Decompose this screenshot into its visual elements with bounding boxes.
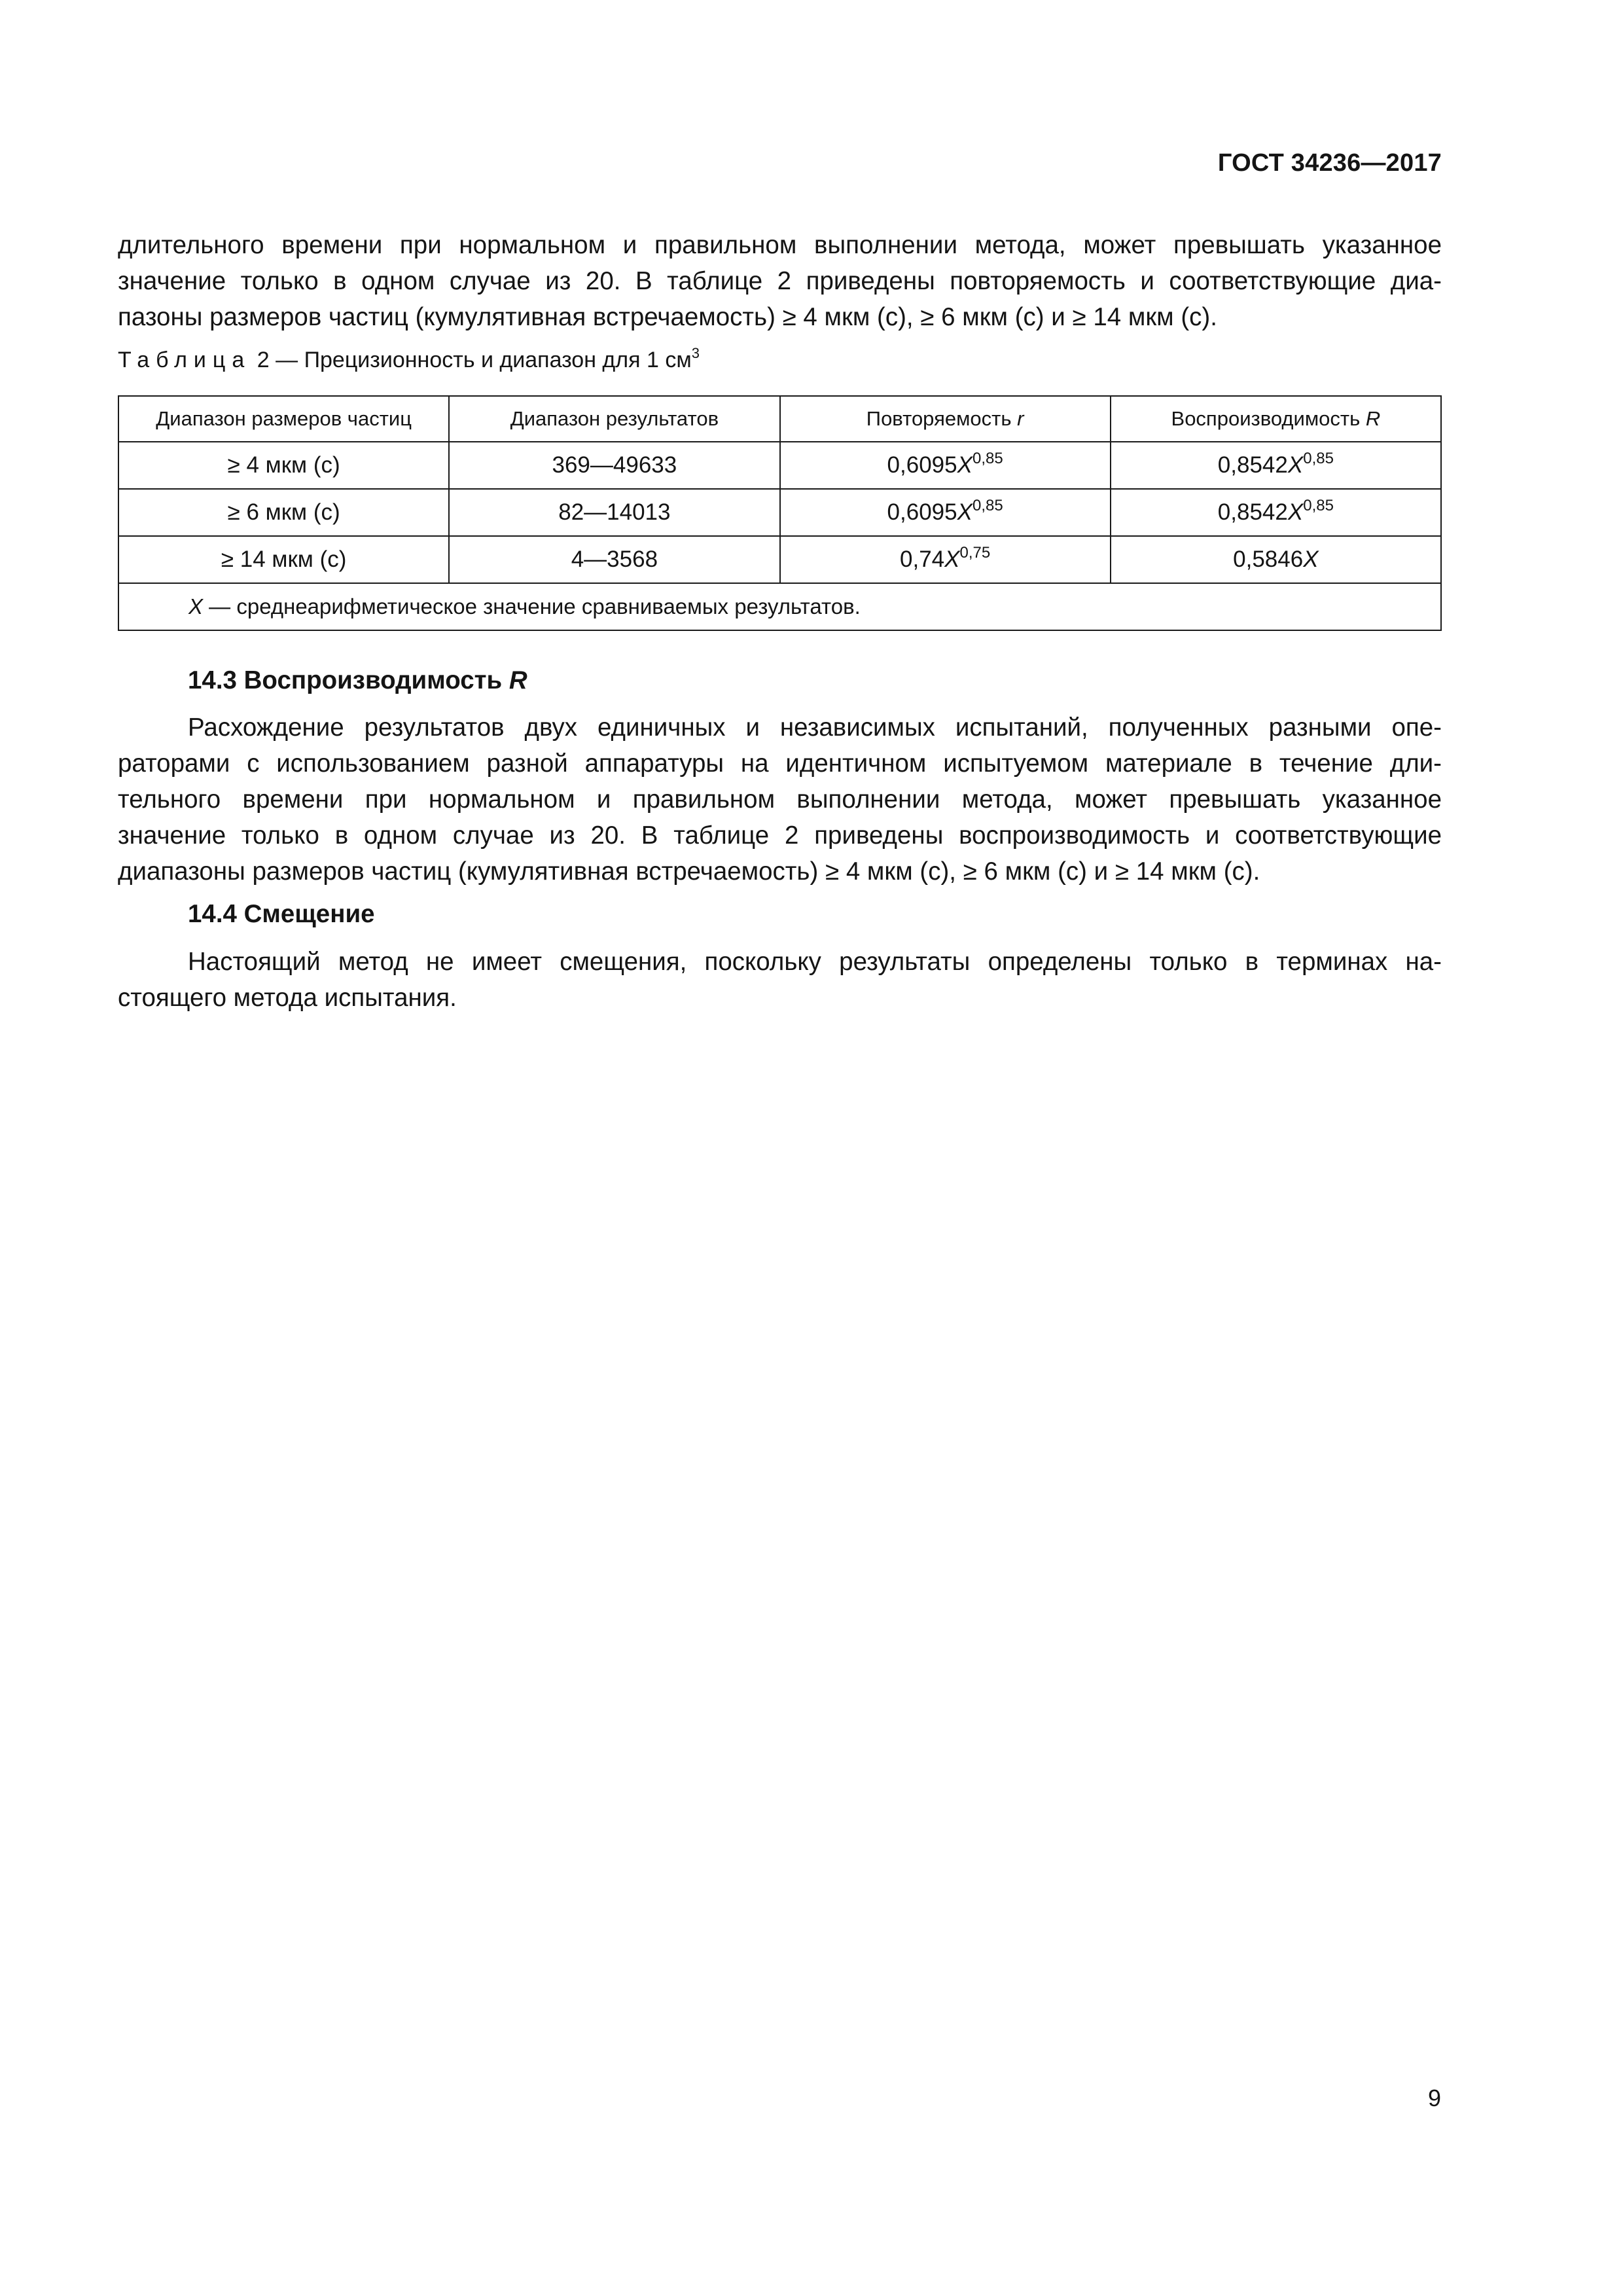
cell-particle-size: ≥ 4 мкм (c) [118, 442, 449, 489]
cell-repeatability [780, 489, 1111, 536]
precision-table [118, 395, 1442, 631]
paragraph-line: значение только в одном случае из 20. В таблице 2 приведены воспроизводимость и соответствующие [118, 821, 1442, 850]
cell-repeatability [780, 536, 1111, 583]
section-14-3-paragraph [118, 709, 1442, 889]
table-note [118, 583, 1441, 630]
coefficient: 0,5846 [1233, 547, 1304, 572]
coefficient: 0,8542 [1217, 499, 1288, 525]
table-row [118, 536, 1441, 583]
cell-result-range: 369—49633 [449, 442, 779, 489]
variable: X [1287, 499, 1304, 525]
paragraph-line: тельного времени при нормальном и правильном выполнении метода, может превышать указанное [118, 785, 1442, 814]
table-header-row [118, 396, 1441, 442]
table-row [118, 489, 1441, 536]
exponent: 0,85 [1303, 450, 1334, 467]
cell-reproducibility [1111, 489, 1441, 536]
section-heading-14-4: 14.4 Смещение [188, 900, 375, 928]
standard-code: ГОСТ 34236—2017 [1217, 149, 1442, 177]
table-note-row [118, 583, 1441, 630]
coefficient: 0,8542 [1217, 452, 1288, 478]
paragraph-line: Расхождение результатов двух единичных и независимых испытаний, полученных разными опе- [188, 713, 1442, 742]
header-repeatability-symbol: r [1017, 407, 1024, 430]
table-caption-superscript: 3 [691, 345, 700, 361]
paragraph-line: раторами с использованием разной аппаратуры на идентичном испытуемом материале в течение дли- [118, 749, 1442, 778]
note-symbol: X [188, 594, 204, 619]
section-heading-symbol: R [508, 666, 527, 694]
variable: X [957, 452, 972, 478]
coefficient: 0,74 [900, 547, 945, 572]
header-reproducibility [1111, 396, 1441, 442]
exponent: 0,85 [972, 497, 1003, 514]
coefficient: 0,6095 [887, 499, 957, 525]
cell-result-range: 82—14013 [449, 489, 779, 536]
section-heading-text: 14.3 Воспроизводимость [188, 666, 509, 694]
header-repeatability [780, 396, 1111, 442]
note-text: — среднеарифметическое значение сравниваемых результатов. [203, 594, 861, 619]
table-row [118, 442, 1441, 489]
section-14-4-paragraph [118, 944, 1442, 1016]
intro-paragraph [118, 227, 1442, 335]
header-reproducibility-label: Воспроизводимость [1171, 407, 1366, 430]
paragraph-line: длительного времени при нормальном и правильном выполнении метода, может превышать указанное [118, 231, 1442, 259]
cell-repeatability [780, 442, 1111, 489]
exponent: 0,75 [959, 544, 991, 562]
exponent: 0,85 [972, 450, 1003, 467]
header-result-range: Диапазон результатов [449, 396, 779, 442]
cell-particle-size: ≥ 6 мкм (c) [118, 489, 449, 536]
header-repeatability-label: Повторяемость [866, 407, 1018, 430]
cell-particle-size: ≥ 14 мкм (c) [118, 536, 449, 583]
variable: X [944, 547, 960, 572]
paragraph-line: пазоны размеров частиц (кумулятивная встречаемость) ≥ 4 мкм (c), ≥ 6 мкм (c) и ≥ 14 мкм (c). [118, 303, 1217, 331]
paragraph-line: Настоящий метод не имеет смещения, поскольку результаты определены только в терминах на- [188, 948, 1442, 976]
coefficient: 0,6095 [887, 452, 957, 478]
paragraph-line: диапазоны размеров частиц (кумулятивная встречаемость) ≥ 4 мкм (c), ≥ 6 мкм (c) и ≥ 14 мкм (c). [118, 857, 1260, 886]
table-caption-label: Таблица [118, 348, 251, 372]
header-particle-size-range: Диапазон размеров частиц [118, 396, 449, 442]
exponent: 0,85 [1303, 497, 1334, 514]
cell-result-range: 4—3568 [449, 536, 779, 583]
variable: X [1287, 452, 1304, 478]
table-caption-text: 2 — Прецизионность и диапазон для 1 см [257, 348, 692, 372]
page-number: 9 [1427, 2085, 1441, 2111]
cell-reproducibility [1111, 442, 1441, 489]
header-reproducibility-symbol: R [1365, 407, 1381, 430]
section-heading-14-3 [188, 666, 527, 695]
variable: X [1303, 547, 1319, 572]
variable: X [957, 499, 972, 525]
paragraph-line: стоящего метода испытания. [118, 984, 457, 1012]
table-caption [118, 346, 700, 374]
cell-reproducibility [1111, 536, 1441, 583]
paragraph-line: значение только в одном случае из 20. В таблице 2 приведены повторяемость и соответствующие диа- [118, 267, 1442, 295]
